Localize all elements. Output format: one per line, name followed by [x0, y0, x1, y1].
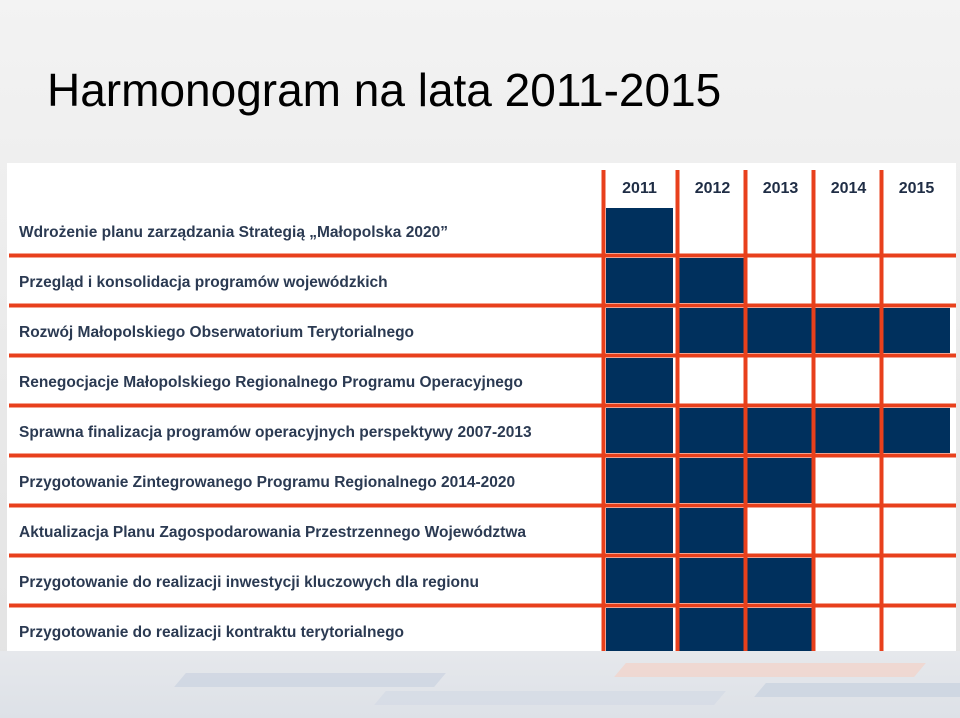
empty-cell: [815, 608, 882, 653]
empty-cell: [815, 358, 882, 403]
task-label: Aktualizacja Planu Zagospodarowania Przestrzennego Województwa: [19, 524, 527, 541]
empty-cell: [679, 208, 746, 253]
filled-cell: [606, 508, 673, 553]
empty-cell: [747, 208, 814, 253]
task-label: Wdrożenie planu zarządzania Strategią „Małopolska 2020”: [19, 224, 448, 241]
empty-cell: [679, 358, 746, 403]
task-label: Przygotowanie Zintegrowanego Programu Regionalnego 2014-2020: [19, 474, 516, 491]
filled-cell: [747, 608, 814, 653]
filled-cell: [883, 308, 950, 353]
empty-cell: [815, 558, 882, 603]
empty-cell: [815, 458, 882, 503]
filled-cell: [815, 308, 882, 353]
filled-cell: [883, 408, 950, 453]
year-header-2012: 2012: [694, 180, 731, 197]
filled-cell: [679, 558, 746, 603]
filled-cell: [679, 608, 746, 653]
year-header-2013: 2013: [762, 180, 799, 197]
task-label: Przygotowanie do realizacji inwestycji kluczowych dla regionu: [19, 574, 479, 591]
filled-cell: [606, 608, 673, 653]
empty-cell: [815, 258, 882, 303]
filled-cell: [606, 258, 673, 303]
filled-cell: [606, 458, 673, 503]
footer-stripe: [614, 663, 926, 677]
filled-cell: [679, 508, 746, 553]
empty-cell: [815, 508, 882, 553]
empty-cell: [883, 508, 950, 553]
footer-stripe: [174, 673, 446, 687]
empty-cell: [883, 558, 950, 603]
footer-stripe: [754, 683, 960, 697]
filled-cell: [606, 408, 673, 453]
filled-cell: [747, 308, 814, 353]
year-header-2014: 2014: [830, 180, 867, 197]
filled-cell: [606, 558, 673, 603]
filled-cell: [747, 408, 814, 453]
year-header-2011: 2011: [622, 180, 657, 197]
empty-cell: [883, 608, 950, 653]
filled-cell: [679, 308, 746, 353]
empty-cell: [747, 258, 814, 303]
filled-cell: [606, 358, 673, 403]
filled-cell: [606, 208, 673, 253]
footer-decoration: [0, 651, 960, 718]
slide-title: Harmonogram na lata 2011-2015: [47, 64, 722, 116]
task-label: Sprawna finalizacja programów operacyjnych perspektywy 2007-2013: [19, 424, 532, 441]
empty-cell: [883, 358, 950, 403]
year-header-2015: 2015: [898, 180, 935, 197]
empty-cell: [747, 508, 814, 553]
empty-cell: [747, 358, 814, 403]
empty-cell: [815, 208, 882, 253]
task-label: Renegocjacje Małopolskiego Regionalnego Programu Operacyjnego: [19, 374, 523, 391]
task-label: Przegląd i konsolidacja programów wojewódzkich: [19, 274, 388, 291]
filled-cell: [747, 458, 814, 503]
empty-cell: [883, 208, 950, 253]
filled-cell: [679, 408, 746, 453]
filled-cell: [679, 258, 746, 303]
footer-stripe: [374, 691, 726, 705]
filled-cell: [747, 558, 814, 603]
filled-cell: [606, 308, 673, 353]
filled-cell: [815, 408, 882, 453]
task-label: Rozwój Małopolskiego Obserwatorium Terytorialnego: [19, 324, 415, 341]
task-label: Przygotowanie do realizacji kontraktu terytorialnego: [19, 624, 405, 641]
empty-cell: [883, 258, 950, 303]
filled-cell: [679, 458, 746, 503]
empty-cell: [883, 458, 950, 503]
